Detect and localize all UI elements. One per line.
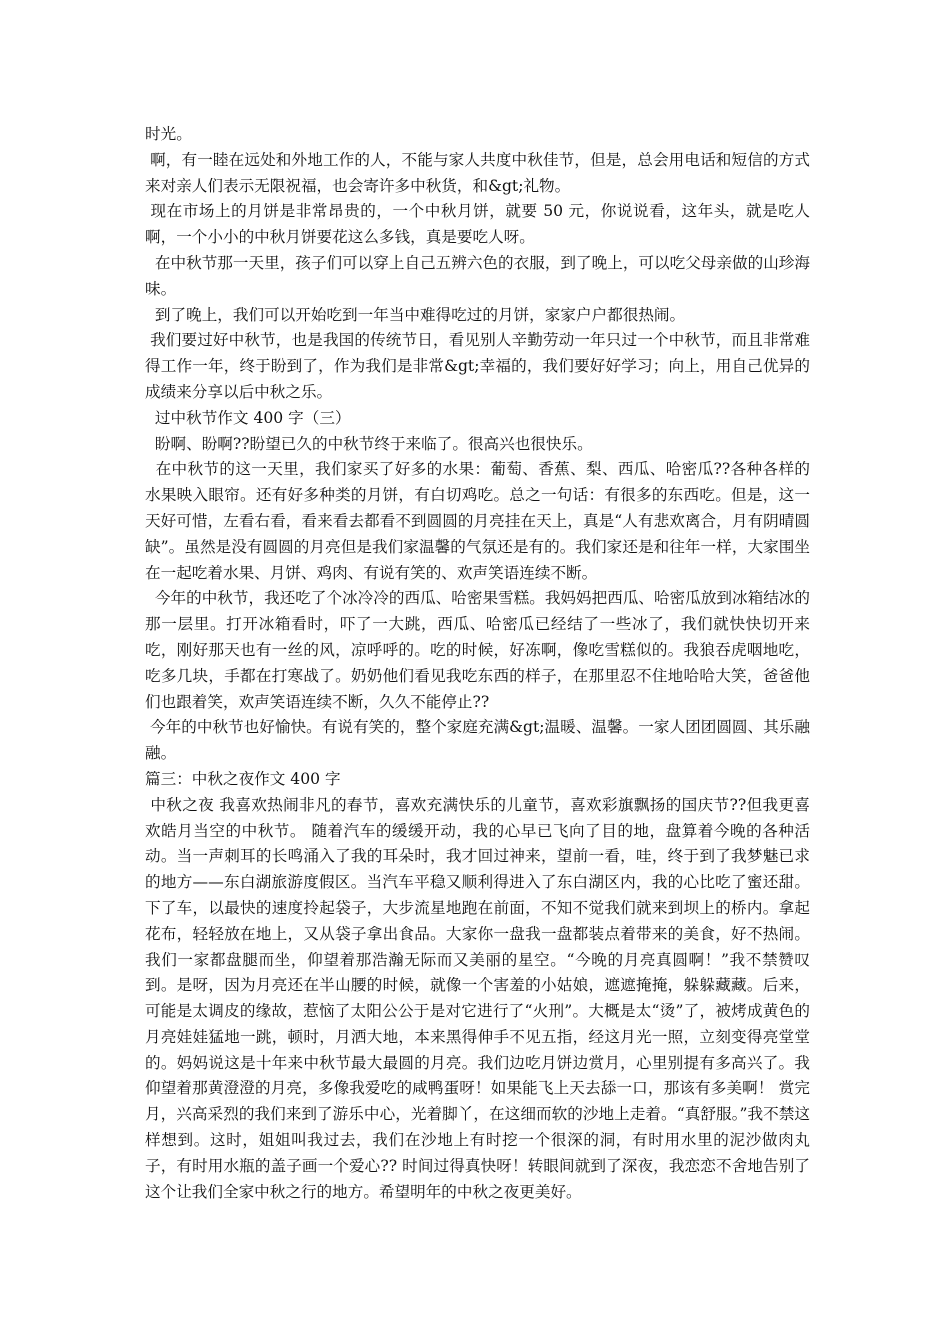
- paragraph-4: 在中秋节那一天里，孩子们可以穿上自己五辨六色的衣服，到了晚上，可以吃父母亲做的山珍海味。: [145, 253, 810, 298]
- paragraph-10: 今年的中秋节也好愉快。有说有笑的，整个家庭充满&gt;温暖、温馨。一家人团团圆圆、其乐融融。: [145, 718, 810, 763]
- paragraph-9: 今年的中秋节，我还吃了个冰冷冷的西瓜、哈密果雪糕。我妈妈把西瓜、哈密瓜放到冰箱结冰的那一层里。打开冰箱看时，吓了一大跳，西瓜、哈密瓜已经结了一些冰了，我们就快快切开来吃，刚好那天也有一丝的风，凉呼呼的。吃的时候，好冻啊，像吃雪糕似的。我狼吞虎咽地吃，吃多几块，手都在打寒战了。奶奶他们看见我吃东西的样子，在那里忍不住地哈哈大笑，爸爸他们也跟着笑，欢声笑语连续不断，久久不能停止??: [145, 589, 810, 711]
- paragraph-7: 盼啊、盼啊??盼望已久的中秋节终于来临了。很高兴也很快乐。: [145, 434, 593, 453]
- paragraph-6: 我们要过好中秋节，也是我国的传统节日，看见别人辛勤劳动一年只过一个中秋节，而且非常难得工作一年，终于盼到了，作为我们是非常&gt;幸福的，我们要好好学习；向上，用自己优异的成绩来分享以后中秋之乐。: [145, 331, 810, 401]
- paragraph-3: 现在市场上的月饼是非常昂贵的，一个中秋月饼，就要 50 元，你说说看，这年头，就是吃人啊，一个小小的中秋月饼要花这么多钱，真是要吃人呀。: [145, 202, 810, 247]
- chapter-heading: 篇三：中秋之夜作文 400 字: [145, 769, 341, 788]
- paragraph-2: 啊，有一睦在远处和外地工作的人，不能与家人共度中秋佳节，但是，总会用电话和短信的方式来对亲人们表示无限祝福，也会寄许多中秋货，和&gt;礼物。: [145, 150, 810, 195]
- paragraph-5: 到了晚上，我们可以开始吃到一年当中难得吃过的月饼，家家户户都很热闹。: [145, 305, 686, 324]
- document-body: [145, 122, 810, 1205]
- paragraph-8: 在中秋节的这一天里，我们家买了好多的水果：葡萄、香蕉、梨、西瓜、哈密瓜??各种各样的水果映入眼帘。还有好多种类的月饼，有白切鸡吃。总之一句话：有很多的东西吃。但是，这一天好可惜，左看右看，看来看去都看不到圆圆的月亮挂在天上，真是“人有悲欢离合，月有阴晴圆缺”。虽然是没有圆圆的月亮但是我们家温馨的气氛还是有的。我们家还是和往年一样，大家围坐在一起吃着水果、月饼、鸡肉、有说有笑的、欢声笑语连续不断。: [145, 460, 810, 582]
- paragraph-11: 中秋之夜 我喜欢热闹非凡的春节，喜欢充满快乐的儿童节，喜欢彩旗飘扬的国庆节??但我更喜欢皓月当空的中秋节。 随着汽车的缓缓开动，我的心早已飞向了目的地，盘算着今晚的各种活动。当一声刺耳的长鸣涌入了我的耳朵时，我才回过神来，望前一看，哇，终于到了我梦魅已求的地方——东白湖旅游度假区。当汽车平稳又顺利得进入了东白湖区内，我的心比吃了蜜还甜。下了车，以最快的速度拎起袋子，大步流星地跑在前面，不知不觉我们就来到坝上的桥内。拿起花布，轻轻放在地上，又从袋子拿出食品。大家你一盘我一盘都装点着带来的美食，好不热闹。我们一家都盘腿而坐，仰望着那浩瀚无际而又美丽的星空。“今晚的月亮真圆啊！”我不禁赞叹到。是呀，因为月亮还在半山腰的时候，就像一个害羞的小姑娘，遮遮掩掩，躲躲藏藏。后来，可能是太调皮的缘故，惹恼了太阳公公于是对它进行了“火刑”。大概是太“烫”了，被烤成黄色的月亮娃娃猛地一跳，顿时，月洒大地，本来黑得伸手不见五指，经这月光一照，立刻变得亮堂堂的。妈妈说这是十年来中秋节最大最圆的月亮。我们边吃月饼边赏月，心里别提有多高兴了。我仰望着那黄澄澄的月亮，多像我爱吃的咸鸭蛋呀！如果能飞上天去舔一口，那该有多美啊！ 赏完月，兴高采烈的我们来到了游乐中心，光着脚丫，在这细而软的沙地上走着。“真舒服。”我不禁这样想到。这时，姐姐叫我过去，我们在沙地上有时挖一个很深的洞，有时用水里的泥沙做肉丸子，有时用水瓶的盖子画一个爱心?? 时间过得真快呀！转眼间就到了深夜，我恋恋不舍地告别了这个让我们全家中秋之行的地方。希望明年的中秋之夜更美好。: [145, 795, 810, 1201]
- paragraph-1: 时光。: [145, 125, 192, 143]
- section-heading-3: 过中秋节作文 400 字（三）: [145, 408, 351, 427]
